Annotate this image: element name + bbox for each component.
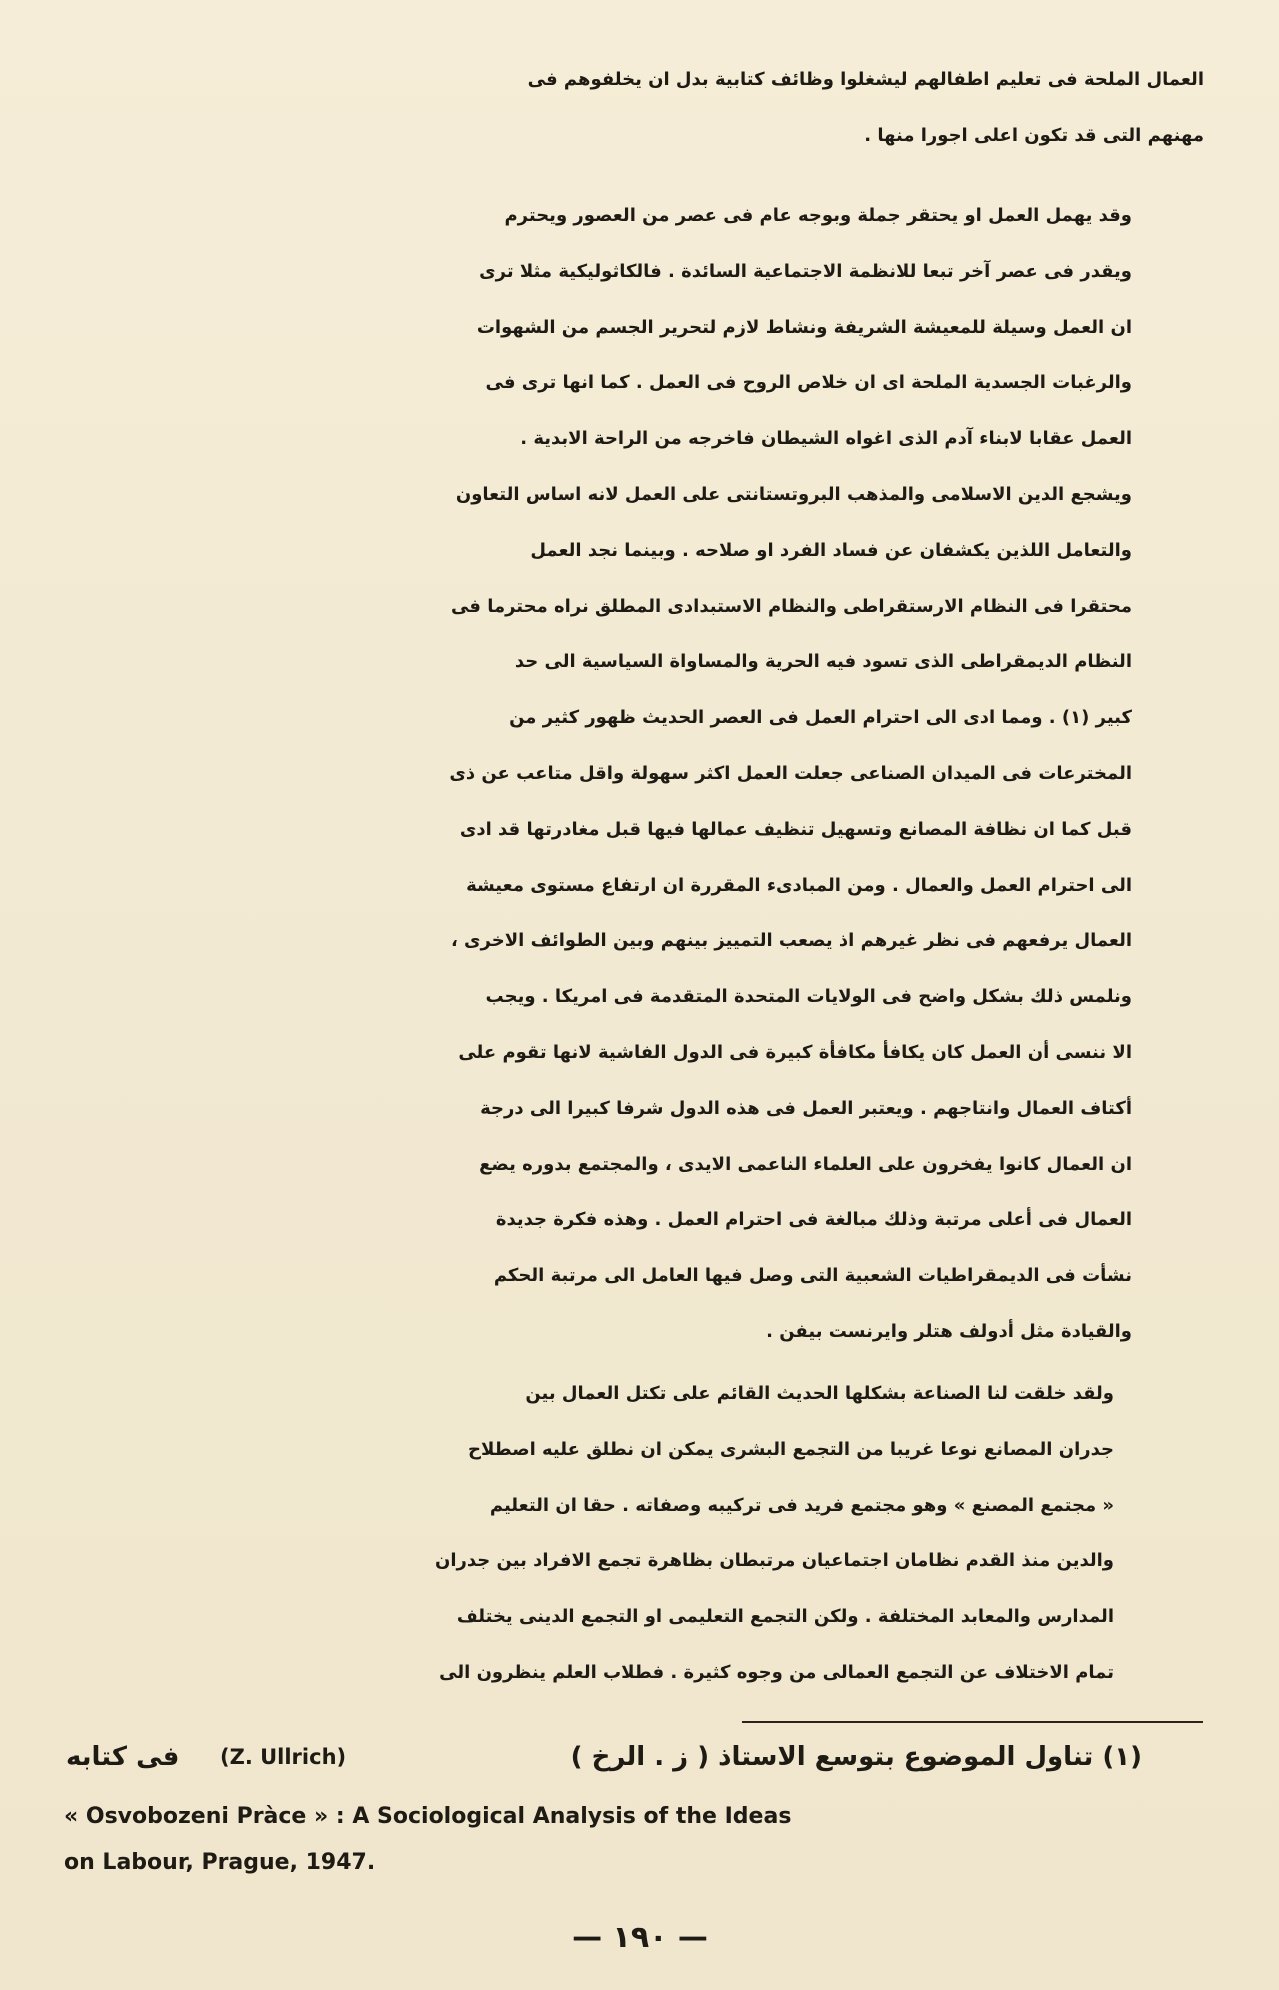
paragraph-3 <box>64 1366 1204 1701</box>
text-line: والقيادة مثل أدولف هتلر وايرنست بيفن . <box>766 1320 1132 1342</box>
text-line: أكتاف العمال وانتاجهم . ويعتبر العمل فى هذه الدول شرفا كبيرا الى درجة <box>480 1097 1132 1119</box>
text-line: ونلمس ذلك بشكل واضح فى الولايات المتحدة المتقدمة فى امريكا . ويجب <box>485 986 1132 1008</box>
text-line: العمال فى أعلى مرتبة وذلك مبالغة فى احترام العمل . وهذه فكرة جديدة <box>495 1209 1132 1231</box>
text-line: محتقرا فى النظام الارستقراطى والنظام الاستبدادى المطلق نراه محترما فى <box>450 595 1132 617</box>
text-line: والرغبات الجسدية الملحة اى ان خلاص الروح فى العمل . كما انها ترى فى <box>485 372 1132 394</box>
paragraph-1 <box>64 52 1204 164</box>
footnote-arabic-end: فى كتابه <box>66 1742 180 1772</box>
text-line: والدين منذ القدم نظامان اجتماعيان مرتبطان بظاهرة تجمع الافراد بين جدران <box>435 1550 1114 1572</box>
text-line: ان العمل وسيلة للمعيشة الشريفة ونشاط لازم لتحرير الجسم من الشهوات <box>476 316 1132 338</box>
text-line: المدارس والمعابد المختلفة . ولكن التجمع التعليمى او التجمع الدينى يختلف <box>456 1606 1114 1628</box>
footnote-english-line-1: « Osvobozeni Pràce » : A Sociological Analysis of the Ideas <box>64 1804 792 1829</box>
text-line: جدران المصانع نوعا غريبا من التجمع البشرى يمكن ان نطلق عليه اصطلاح <box>468 1438 1114 1460</box>
page-number: — ١٩٠ — <box>572 1920 708 1955</box>
text-line: العمال يرفعهم فى نظر غيرهم اذ يصعب التمييز بينهم وبين الطوائف الاخرى ، <box>450 930 1132 952</box>
paragraph-2 <box>64 188 1204 1360</box>
text-line: قبل كما ان نظافة المصانع وتسهيل تنظيف عمالها فيها قبل مغادرتها قد ادى <box>459 818 1132 840</box>
text-line: ان العمال كانوا يفخرون على العلماء الناعمى الايدى ، والمجتمع بدوره يضع <box>479 1153 1132 1175</box>
text-line: العمال الملحة فى تعليم اطفالهم ليشغلوا وظائف كتابية بدل ان يخلفوهم فى <box>527 69 1204 90</box>
text-line: ويشجع الدين الاسلامى والمذهب البروتستانتى على العمل لانه اساس التعاون <box>455 483 1132 505</box>
text-line: والتعامل اللذين يكشفان عن فساد الفرد او صلاحه . وبينما نجد العمل <box>530 539 1132 561</box>
footnote-english-line-2: on Labour, Prague, 1947. <box>64 1850 376 1875</box>
footnote-line-1 <box>64 1732 1142 1782</box>
text-line: كبير (١) . ومما ادى الى احترام العمل فى العصر الحديث ظهور كثير من <box>509 707 1132 729</box>
text-line: تمام الاختلاف عن التجمع العمالى من وجوه كثيرة . فطلاب العلم ينظرون الى <box>439 1661 1114 1683</box>
text-line: وقد يهمل العمل او يحتقر جملة وبوجه عام فى عصر من العصور ويحترم <box>504 205 1132 226</box>
text-line: الا ننسى أن العمل كان يكافأ مكافأة كبيرة فى الدول الفاشية لانها تقوم على <box>458 1041 1132 1063</box>
text-line: ويقدر فى عصر آخر تبعا للانظمة الاجتماعية السائدة . فالكاثوليكية مثلا ترى <box>479 260 1132 282</box>
text-line: المخترعات فى الميدان الصناعى جعلت العمل اكثر سهولة واقل متاعب عن ذى <box>449 762 1132 784</box>
footnote-arabic-start: (١) تناول الموضوع بتوسع الاستاذ ( ز . الرخ ) <box>570 1742 1142 1772</box>
text-line: العمل عقابا لابناء آدم الذى اغواه الشيطان فاخرجه من الراحة الابدية . <box>520 428 1132 450</box>
footnote-divider <box>742 1721 1203 1723</box>
text-line: مهنهم التى قد تكون اعلى اجورا منها . <box>864 124 1204 146</box>
text-line: ولقد خلقت لنا الصناعة بشكلها الحديث القائم على تكتل العمال بين <box>525 1383 1114 1404</box>
text-line: الى احترام العمل والعمال . ومن المبادىء المقررة ان ارتفاع مستوى معيشة <box>466 874 1132 896</box>
text-line: نشأت فى الديمقراطيات الشعبية التى وصل فيها العامل الى مرتبة الحكم <box>493 1265 1132 1287</box>
footnote-author-latin: (Z. Ullrich) <box>220 1745 347 1769</box>
text-line: النظام الديمقراطى الذى تسود فيه الحرية والمساواة السياسية الى حد <box>514 651 1132 673</box>
text-line: « مجتمع المصنع » وهو مجتمع فريد فى تركيبه وصفاته . حقا ان التعليم <box>489 1494 1114 1516</box>
